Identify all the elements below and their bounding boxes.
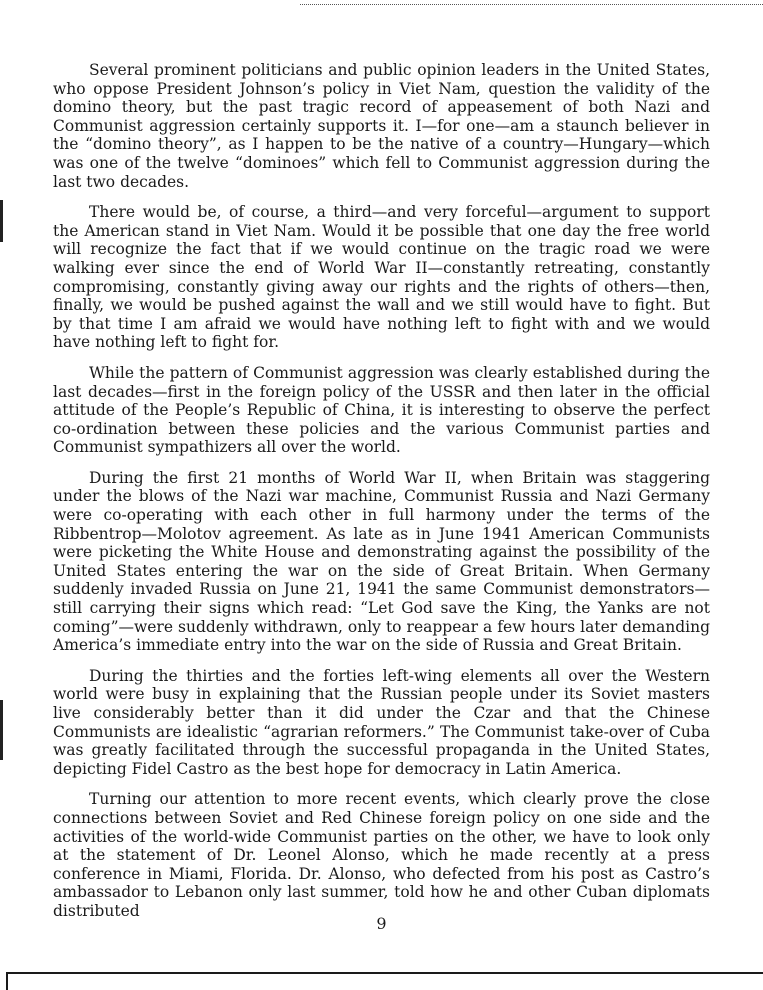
page-body [53, 61, 710, 921]
bottom-edge-rule [8, 972, 763, 974]
paragraph: During the first 21 months of World War II, when Britain was staggering under the blows of the Nazi war machine, Communist Russia and Nazi Germany were co-operating with each other in full harmony under the terms of the Ribbentrop—Molotov agreement. As late as in June 1941 American Communists were picketing the White House and demonstrating against the possibility of the United States entering the war on the side of Great Britain. When Germany suddenly invaded Russia on June 21, 1941 the same Communist demonstrators—still carrying their signs which read: “Let God save the King, the Yanks are not coming”—were suddenly withdrawn, only to reappear a few hours later demanding America’s immediate entry into the war on the side of Russia and Great Britain. [53, 468, 710, 655]
page-number: 9 [376, 914, 387, 933]
bottom-corner-mark [6, 972, 8, 990]
left-margin-mark [0, 700, 3, 760]
left-margin-mark [0, 200, 3, 242]
paragraph: Several prominent politicians and public opinion leaders in the United States, who oppose President Johnson’s policy in Viet Nam, question the validity of the domino theory, but the past tragic record of appeasement of both Nazi and Communist aggression certainly supports it. I—for one—am a staunch believer in the “domino theory”, as I happen to be the native of a country—Hungary—which was one of the twelve “dominoes” which fell to Communist aggression during the last two decades. [53, 61, 710, 191]
top-edge-rule [300, 0, 763, 5]
paragraph: While the pattern of Communist aggression was clearly established during the last decades—first in the foreign policy of the USSR and then later in the official attitude of the People’s Republic of China, it is interesting to observe the perfect co-ordination between these policies and the various Communist parties and Communist sympathizers all over the world. [53, 363, 710, 457]
paragraph: During the thirties and the forties left-wing elements all over the Western world were busy in explaining that the Russian people under its Soviet masters live considerably better than it did under the Czar and that the Chinese Communists are idealistic “agrarian reformers.” The Communist take-over of Cuba was greatly facilitated through the successful propaganda in the United States, depicting Fidel Castro as the best hope for democracy in Latin America. [53, 666, 710, 778]
paragraph: Turning our attention to more recent events, which clearly prove the close connections between Soviet and Red Chinese foreign policy on one side and the activities of the world-wide Communist parties on the other, we have to look only at the statement of Dr. Leonel Alonso, which he made recently at a press conference in Miami, Florida. Dr. Alonso, who defected from his post as Castro’s ambassador to Lebanon only last summer, told how he and other Cuban diplomats distributed [53, 790, 710, 920]
paragraph: There would be, of course, a third—and very forceful—argument to support the American stand in Viet Nam. Would it be possible that one day the free world will recognize the fact that if we would continue on the tragic road we were walking ever since the end of World War II—constantly retreating, constantly compromising, constantly giving away our rights and the rights of others—then, finally, we would be pushed against the wall and we still would have to fight. But by that time I am afraid we would have nothing left to fight with and we would have nothing left to fight for. [53, 203, 710, 352]
